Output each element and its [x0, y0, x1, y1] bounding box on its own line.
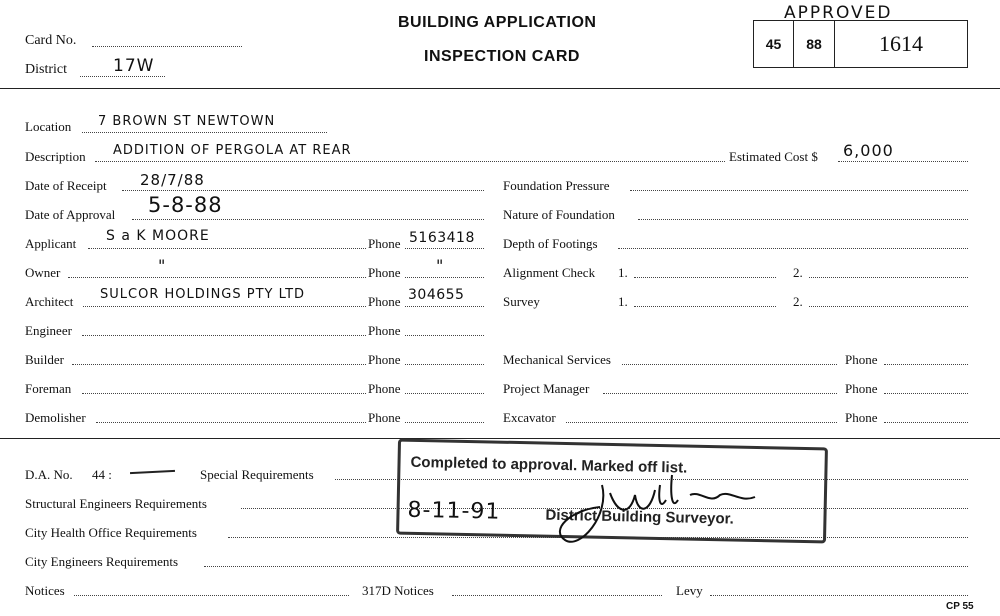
district-label: District	[25, 62, 67, 77]
owner-line[interactable]	[68, 277, 366, 278]
levy-line[interactable]	[710, 595, 968, 596]
levy-label: Levy	[676, 583, 703, 598]
stamp-line1: Completed to approval. Marked off list.	[410, 453, 688, 477]
description-value: ADDITION OF PERGOLA AT REAR	[113, 143, 352, 158]
owner-value: "	[158, 256, 167, 275]
mechanical-line[interactable]	[622, 364, 837, 365]
foundation-pressure-label: Foundation Pressure	[503, 178, 610, 193]
estimated-cost-label: Estimated Cost $	[729, 149, 818, 164]
mechanical-phone-line[interactable]	[884, 364, 968, 365]
builder-phone-label: Phone	[368, 352, 401, 367]
location-label: Location	[25, 119, 72, 134]
owner-label: Owner	[25, 265, 61, 280]
applicant-phone-value: 5163418	[409, 230, 475, 246]
card-number-box-2: 88	[793, 20, 835, 68]
form-title-line2: INSPECTION CARD	[424, 48, 580, 65]
architect-line[interactable]	[83, 306, 366, 307]
notices-line[interactable]	[74, 595, 349, 596]
owner-phone-value: "	[436, 256, 445, 275]
structural-label: Structural Engineers Requirements	[25, 496, 207, 511]
architect-phone-line[interactable]	[405, 306, 484, 307]
form-code: CP 55	[946, 601, 974, 612]
architect-phone-value: 304655	[408, 287, 465, 303]
description-label: Description	[25, 149, 86, 164]
project-manager-phone-label: Phone	[845, 381, 878, 396]
notices-317d-label: 317D Notices	[362, 583, 434, 598]
engineer-phone-label: Phone	[368, 323, 401, 338]
form-title-line1: BUILDING APPLICATION	[398, 14, 597, 31]
alignment-check-num2: 2.	[793, 265, 803, 280]
builder-phone-line[interactable]	[405, 364, 484, 365]
health-label: City Health Office Requirements	[25, 525, 197, 540]
notices-317d-line[interactable]	[452, 595, 662, 596]
special-req-label: Special Requirements	[200, 467, 314, 482]
foreman-phone-label: Phone	[368, 381, 401, 396]
city-eng-line[interactable]	[204, 566, 968, 567]
applicant-line[interactable]	[88, 248, 366, 249]
architect-phone-label: Phone	[368, 294, 401, 309]
stamp-date: 8-11-91	[407, 497, 501, 525]
card-number-box-3: 1614	[834, 20, 968, 68]
signature	[540, 455, 800, 555]
date-receipt-value: 28/7/88	[140, 171, 205, 189]
alignment-check-num1: 1.	[618, 265, 628, 280]
excavator-phone-label: Phone	[845, 410, 878, 425]
date-approval-label: Date of Approval	[25, 207, 116, 222]
estimated-cost-value: 6,000	[843, 141, 894, 160]
district-line[interactable]	[80, 76, 165, 77]
card-no-line[interactable]	[92, 46, 242, 47]
estimated-cost-line[interactable]	[838, 161, 968, 162]
location-line[interactable]	[82, 132, 327, 133]
card-number-box-1: 45	[753, 20, 794, 68]
nature-foundation-line[interactable]	[638, 219, 968, 220]
depth-footings-label: Depth of Footings	[503, 236, 598, 251]
architect-label: Architect	[25, 294, 74, 309]
owner-phone-label: Phone	[368, 265, 401, 280]
owner-phone-line[interactable]	[405, 277, 484, 278]
survey-num1: 1.	[618, 294, 628, 309]
date-receipt-label: Date of Receipt	[25, 178, 107, 193]
project-manager-line[interactable]	[603, 393, 837, 394]
applicant-phone-line[interactable]	[405, 248, 484, 249]
excavator-label: Excavator	[503, 410, 556, 425]
engineer-line[interactable]	[82, 335, 366, 336]
demolisher-label: Demolisher	[25, 410, 86, 425]
nature-foundation-label: Nature of Foundation	[503, 207, 615, 222]
survey-line2[interactable]	[809, 306, 968, 307]
alignment-check-line1[interactable]	[634, 277, 776, 278]
survey-num2: 2.	[793, 294, 803, 309]
applicant-label: Applicant	[25, 236, 77, 251]
notices-label: Notices	[25, 583, 65, 598]
date-receipt-line[interactable]	[122, 190, 484, 191]
description-line[interactable]	[95, 161, 725, 162]
da-no-value: 44 :	[92, 467, 112, 482]
excavator-line[interactable]	[566, 422, 837, 423]
date-approval-value: 5-8-88	[148, 193, 223, 217]
date-approval-line[interactable]	[132, 219, 484, 220]
city-eng-label: City Engineers Requirements	[25, 554, 179, 569]
mechanical-phone-label: Phone	[845, 352, 878, 367]
excavator-phone-line[interactable]	[884, 422, 968, 423]
depth-footings-line[interactable]	[618, 248, 968, 249]
applicant-value: S a K MOORE	[106, 228, 210, 244]
engineer-phone-line[interactable]	[405, 335, 484, 336]
survey-label: Survey	[503, 294, 540, 309]
stamp-line2: District Building Surveyor.	[545, 506, 734, 528]
footer-divider	[0, 438, 1000, 439]
applicant-phone-label: Phone	[368, 236, 401, 251]
approved-stamp: APPROVED	[784, 3, 893, 23]
da-no-label: D.A. No.	[25, 467, 73, 482]
alignment-check-line2[interactable]	[809, 277, 968, 278]
alignment-check-label: Alignment Check	[503, 265, 596, 280]
survey-line1[interactable]	[634, 306, 776, 307]
architect-value: SULCOR HOLDINGS PTY LTD	[100, 287, 306, 302]
foundation-pressure-line[interactable]	[630, 190, 968, 191]
foreman-label: Foreman	[25, 381, 72, 396]
builder-line[interactable]	[72, 364, 366, 365]
da-no-dash	[130, 470, 175, 474]
demolisher-phone-label: Phone	[368, 410, 401, 425]
demolisher-line[interactable]	[96, 422, 366, 423]
location-value: 7 BROWN ST NEWTOWN	[98, 114, 276, 129]
card-no-label: Card No.	[25, 33, 77, 48]
engineer-label: Engineer	[25, 323, 72, 338]
demolisher-phone-line[interactable]	[405, 422, 484, 423]
district-value: 17W	[113, 56, 155, 76]
header-divider	[0, 88, 1000, 89]
foreman-phone-line[interactable]	[405, 393, 484, 394]
foreman-line[interactable]	[82, 393, 366, 394]
project-manager-label: Project Manager	[503, 381, 590, 396]
project-manager-phone-line[interactable]	[884, 393, 968, 394]
mechanical-label: Mechanical Services	[503, 352, 611, 367]
builder-label: Builder	[25, 352, 64, 367]
